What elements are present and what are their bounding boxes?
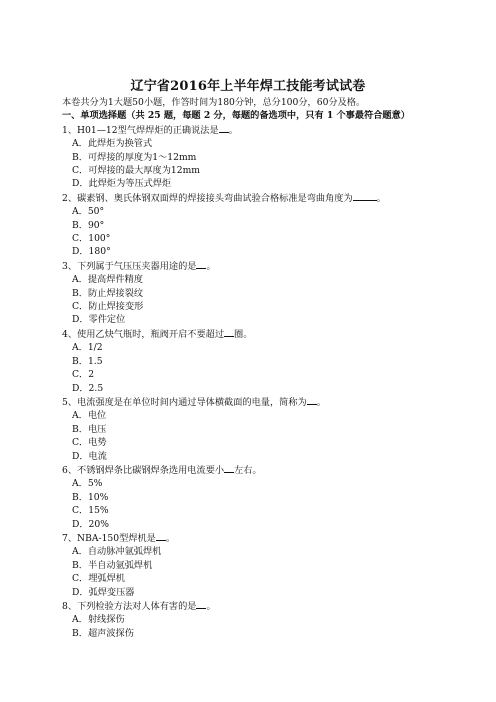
option: D．电流 [72, 450, 107, 462]
option: A．此焊炬为换管式 [72, 138, 153, 150]
exam-intro: 本卷共分为1大题50小题，作答时间为180分钟，总分100分，60分及格。 [62, 97, 366, 108]
option: B．90° [72, 219, 105, 231]
option: C．15% [72, 505, 109, 517]
answer-blank [196, 599, 206, 609]
document-title: 辽宁省2016年上半年焊工技能考试试卷 [130, 79, 366, 94]
option: C．埋弧焊机 [72, 573, 125, 585]
question-stem: 6、不锈钢焊条比碳钢焊条选用电流要小 左右。 [62, 464, 262, 476]
answer-blank [224, 327, 234, 337]
option: A．电位 [72, 410, 107, 422]
question-stem: 7、NBA-150型焊机是 。 [62, 532, 176, 544]
answer-blank [353, 191, 377, 201]
question-6 [62, 463, 434, 531]
answer-blank [156, 531, 166, 541]
document-body [62, 96, 434, 640]
option: B．防止焊接裂纹 [72, 287, 144, 299]
question-stem: 2、碳素钢、奥氏体钢双面焊的焊接接头弯曲试验合格标准是弯曲角度为 。 [62, 192, 386, 204]
question-7 [62, 531, 434, 599]
question-4 [62, 327, 434, 395]
question-stem: 8、下列检验方法对人体有害的是 。 [62, 601, 216, 613]
answer-blank [196, 259, 206, 269]
option: B．可焊接的厚度为1～12mm [72, 151, 197, 163]
answer-blank [307, 395, 317, 405]
option: D．弧焊变压器 [72, 586, 135, 598]
option: C．可焊接的最大厚度为12mm [72, 165, 201, 177]
option: C．电势 [72, 437, 107, 449]
answer-blank [219, 123, 229, 133]
option: D．2.5 [72, 382, 104, 394]
question-3 [62, 259, 434, 327]
option: D．此焊炬为等压式焊炬 [72, 178, 172, 190]
option: A．射线探伤 [72, 614, 125, 626]
option: B．超声波探伤 [72, 627, 134, 639]
option: B．10% [72, 491, 109, 503]
option: B．电压 [72, 423, 107, 435]
option: C．防止焊接变形 [72, 301, 144, 313]
option: D．零件定位 [72, 314, 126, 326]
question-stem: 3、下列属于气压压夹器用途的是 。 [62, 260, 216, 272]
option: A．50° [72, 206, 105, 218]
option: A．提高焊件精度 [72, 274, 143, 286]
question-1 [62, 123, 434, 191]
question-5 [62, 395, 434, 463]
answer-blank [224, 463, 234, 473]
question-stem: 4、使用乙炔气瓶时，瓶阀开启不要超过 圈。 [62, 328, 253, 340]
option: C．2 [72, 369, 95, 381]
option: B．1.5 [72, 355, 103, 367]
option: A．5% [72, 478, 103, 490]
question-2 [62, 191, 434, 259]
option: B．半自动氩弧焊机 [72, 559, 153, 571]
option: D．180° [72, 246, 111, 258]
question-stem: 1、H01—12型气焊焊炬的正确说法是 。 [62, 124, 238, 136]
option: A．自动脉冲氩弧焊机 [72, 546, 162, 558]
option: A．1/2 [72, 342, 103, 354]
question-stem: 5、电流强度是在单位时间内通过导体横截面的电量，简称为 。 [62, 396, 326, 408]
question-8 [62, 599, 434, 640]
option: D．20% [72, 518, 109, 530]
option: C．100° [72, 233, 111, 245]
section-heading: 一、单项选择题（共 25 题，每题 2 分，每题的备选项中，只有 1 个事最符合题意） [62, 110, 410, 122]
